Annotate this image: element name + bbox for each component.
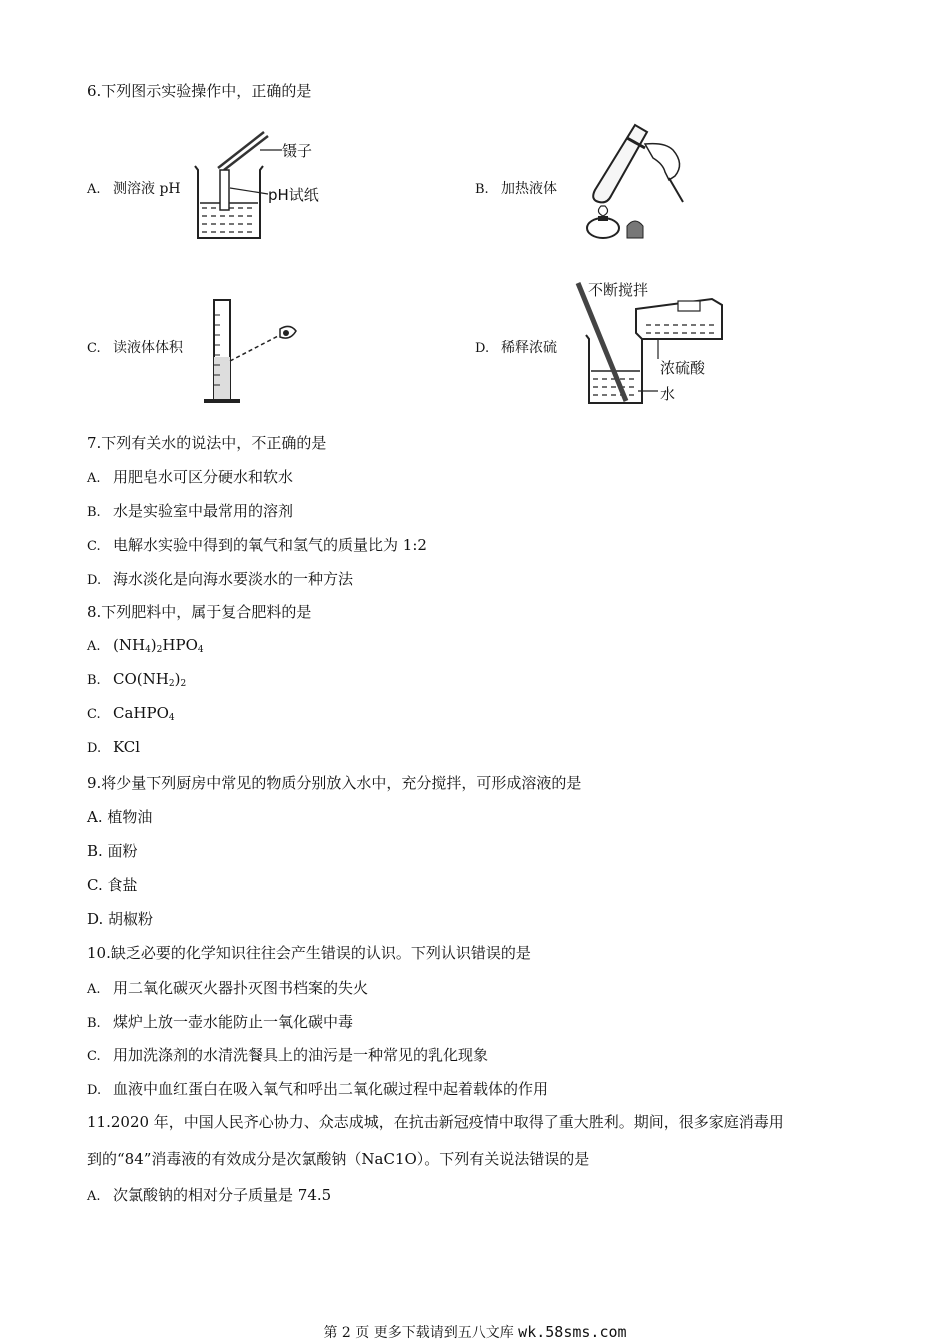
dilute-sulfuric-figure (572, 275, 752, 410)
q10-option-a[interactable]: A. 用二氧化碳灭火器扑灭图书档案的失火 (87, 979, 369, 997)
question-7-stem: 7.下列有关水的说法中，不正确的是 (87, 434, 327, 452)
heating-liquid-figure (565, 120, 695, 245)
q7-option-a[interactable]: A. 用肥皂水可区分硬水和软水 (87, 468, 294, 486)
label-water: 水 (660, 385, 676, 403)
q6-option-c[interactable]: C. 读液体体积 (87, 340, 183, 356)
q8-option-c[interactable]: C. CaHPO$_4$ (87, 704, 175, 723)
q10-option-b[interactable]: B. 煤炉上放一壶水能防止一氧化碳中毒 (87, 1013, 354, 1031)
q7-option-d[interactable]: D. 海水淡化是向海水要淡水的一种方法 (87, 570, 354, 588)
label-keep-stirring: 不断搅拌 (588, 281, 649, 299)
q8-option-b[interactable]: B. $CO(NH_2)_2$ (87, 670, 187, 689)
q6-option-a[interactable]: A. 测溶液 pH (87, 181, 181, 197)
q11-option-a[interactable]: A. 次氯酸钠的相对分子质量是 74.5 (87, 1186, 332, 1204)
q7-option-c[interactable]: C. 电解水实验中得到的氧气和氢气的质量比为 1:2 (87, 536, 427, 554)
q9-option-b[interactable]: B. 面粉 (87, 842, 138, 860)
ph-test-figure (190, 128, 340, 243)
label-tweezers: 镊子 (282, 142, 313, 160)
q9-option-c[interactable]: C. 食盐 (87, 876, 138, 894)
question-11-stem-line2: 到的“84”消毒液的有效成分是次氯酸钠（NaC1O）。下列有关说法错误的是 (87, 1150, 590, 1168)
q7-option-b[interactable]: B. 水是实验室中最常用的溶剂 (87, 502, 294, 520)
q6-option-b[interactable]: B. 加热液体 (475, 181, 557, 197)
q9-option-a[interactable]: A. 植物油 (87, 808, 153, 826)
q10-option-c[interactable]: C. 用加洗涤剂的水清洗餐具上的油污是一种常见的乳化现象 (87, 1046, 489, 1064)
q10-option-d[interactable]: D. 血液中血红蛋白在吸入氧气和呼出二氧化碳过程中起着载体的作用 (87, 1080, 549, 1098)
question-8-stem: 8.下列肥料中，属于复合肥料的是 (87, 603, 312, 621)
label-conc-sulfuric-acid: 浓硫酸 (660, 359, 706, 377)
question-9-stem: 9.将少量下列厨房中常见的物质分别放入水中，充分搅拌，可形成溶液的是 (87, 774, 582, 792)
q8-option-d[interactable]: D. KCl (87, 738, 141, 756)
footer-text: 第 2 页 更多下载请到五八文库 (323, 1325, 514, 1341)
q8-option-a[interactable]: A. $(NH_4)_2HPO_4$ (87, 636, 204, 655)
q6-option-d[interactable]: D. 稀释浓硫 (475, 340, 557, 356)
reading-volume-figure (200, 295, 310, 410)
footer-site-link[interactable]: wk.58sms.com (518, 1323, 627, 1341)
label-ph-paper: pH试纸 (268, 186, 319, 204)
q9-option-d[interactable]: D. 胡椒粉 (87, 910, 154, 928)
question-10-stem: 10.缺乏必要的化学知识往往会产生错误的认识。下列认识错误的是 (87, 944, 531, 962)
question-6-stem: 6.下列图示实验操作中，正确的是 (87, 82, 312, 100)
question-11-stem-line1: 11.2020 年，中国人民齐心协力、众志成城，在抗击新冠疫情中取得了重大胜利。期间，很多家庭消毒用 (87, 1113, 784, 1131)
page-footer (0, 1322, 950, 1342)
